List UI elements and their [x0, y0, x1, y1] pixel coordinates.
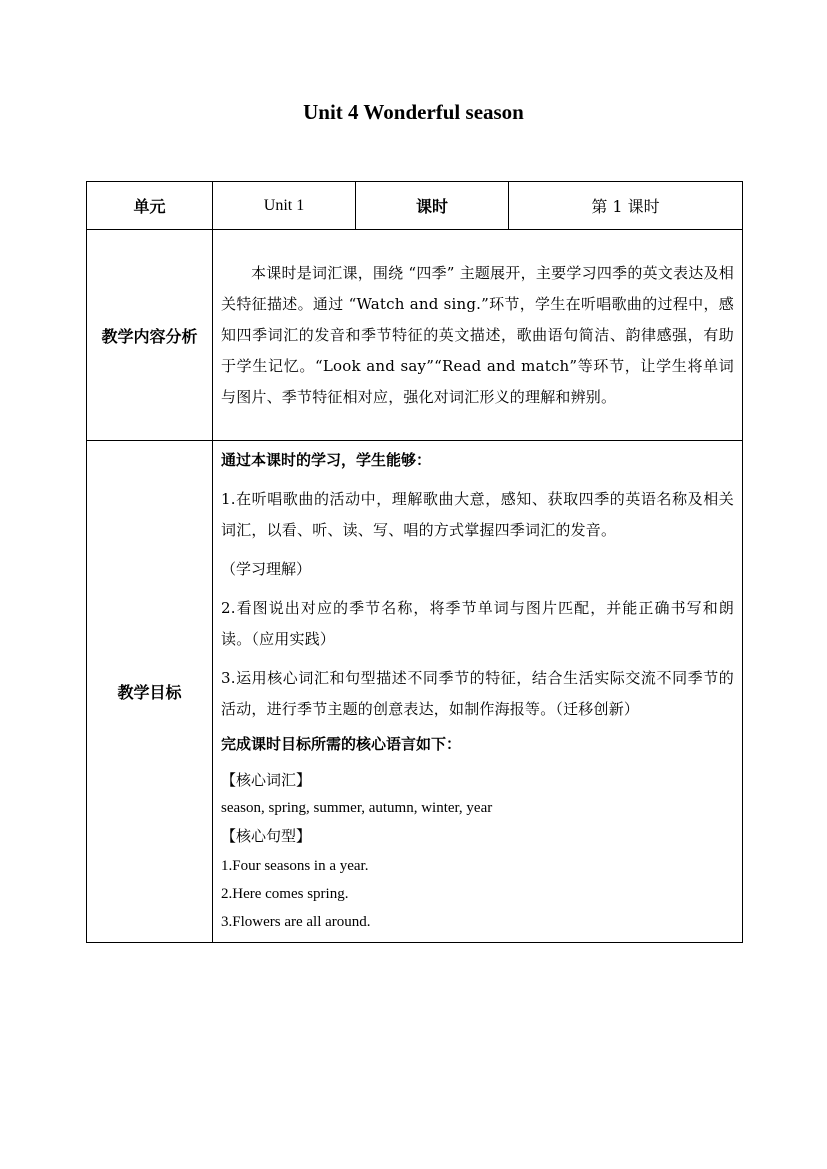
goal-item-2: 2.看图说出对应的季节名称，将季节单词与图片匹配，并能正确书写和朗读。（应用实践）: [221, 599, 734, 648]
sentence-3: 3.Flowers are all around.: [221, 914, 371, 930]
core-language-intro: 完成课时目标所需的核心语言如下：: [221, 735, 462, 753]
goal-item-1-tag: （学习理解）: [221, 560, 312, 578]
period-value: 第 1 课时: [509, 182, 743, 230]
analysis-label: 教学内容分析: [87, 230, 213, 441]
analysis-cell: [213, 230, 743, 441]
vocab-title: 【核心词汇】: [221, 771, 312, 789]
analysis-row: [87, 230, 743, 441]
vocab-list: season, spring, summer, autumn, winter, year: [221, 800, 493, 816]
analysis-text: 本课时是词汇课，围绕 “四季” 主题展开，主要学习四季的英文表达及相关特征描述。通过 “Watch and sing.”环节，学生在听唱歌曲的过程中，感知四季词汇的发音和季节特征的英文描述，歌曲语句简洁、韵律感强，有助于学生记忆。“Look and say”“Read and match”等环节，让学生将单词与图片、季节特征相对应，强化对词汇形义的理解和辨别。: [221, 263, 734, 406]
period-label: 课时: [356, 182, 509, 230]
goal-item-1: 1.在听唱歌曲的活动中，理解歌曲大意，感知、获取四季的英语名称及相关词汇，以看、听、读、写、唱的方式掌握四季词汇的发音。: [221, 490, 734, 539]
sentence-1: 1.Four seasons in a year.: [221, 858, 369, 874]
goals-row: [87, 441, 743, 943]
goals-label: 教学目标: [87, 441, 213, 943]
goals-cell: [213, 441, 743, 943]
sentence-title: 【核心句型】: [221, 827, 312, 845]
goals-intro: 通过本课时的学习，学生能够：: [221, 451, 432, 469]
sentence-2: 2.Here comes spring.: [221, 886, 349, 902]
unit-value: Unit 1: [213, 182, 356, 230]
header-row: [87, 182, 743, 230]
unit-label: 单元: [87, 182, 213, 230]
lesson-plan-table: [86, 181, 743, 943]
document-title: Unit 4 Wonderful season: [303, 100, 524, 124]
goal-item-3: 3.运用核心词汇和句型描述不同季节的特征，结合生活实际交流不同季节的活动，进行季节主题的创意表达，如制作海报等。（迁移创新）: [221, 669, 734, 718]
